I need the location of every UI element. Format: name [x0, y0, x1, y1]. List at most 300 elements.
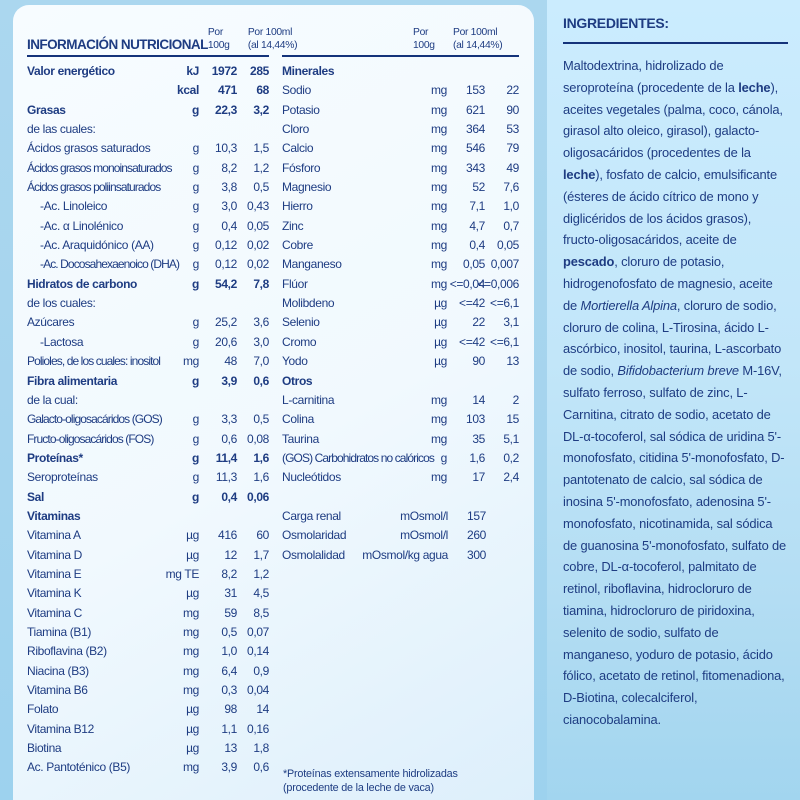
nutrient-unit-text: g — [192, 431, 199, 446]
value-per-100g — [199, 546, 237, 565]
value-per-100ml-text: 0,07 — [247, 624, 269, 639]
nutrient-unit-text: mg — [183, 605, 199, 620]
nutrient-row — [27, 217, 269, 236]
per-column-headers — [413, 27, 529, 52]
value-per-100g — [199, 352, 237, 371]
nutrient-unit-text: mg — [431, 276, 447, 291]
value-per-100g — [447, 391, 485, 410]
nutrient-unit-text: g — [440, 450, 447, 465]
value-per-100g-text: <=42 — [459, 296, 485, 311]
table-left-header — [27, 15, 298, 52]
nutrient-unit-text: mOsmol/kg agua — [362, 547, 448, 562]
nutrient-unit — [427, 352, 447, 371]
value-per-100ml — [485, 120, 519, 139]
value-per-100ml-text: 7,0 — [253, 354, 269, 369]
nutrient-unit-text: mOsmol/l — [400, 508, 448, 523]
nutrient-label: Hidratos de carbono — [27, 276, 138, 291]
nutrient-unit-text: mg — [431, 392, 447, 407]
nutrient-row — [27, 720, 269, 739]
value-per-100ml — [237, 720, 269, 739]
nutrient-unit — [427, 391, 447, 410]
value-per-100ml — [237, 546, 269, 565]
value-per-100ml-text: 0,9 — [253, 663, 269, 678]
value-per-100ml-text: 1,0 — [503, 199, 519, 214]
nutrient-row — [282, 236, 519, 255]
ingredient-segment: leche — [563, 166, 596, 182]
nutrient-unit — [167, 62, 199, 81]
nutrient-label: Vitamina B12 — [27, 721, 94, 736]
nutrient-label: de los cuales: — [27, 296, 96, 311]
nutrient-row — [27, 681, 269, 700]
nutrient-unit — [427, 410, 447, 429]
nutrient-unit — [167, 372, 199, 391]
header-rule — [282, 55, 519, 57]
value-per-100g-text: 343 — [466, 160, 485, 175]
nutrient-label: Selenio — [282, 315, 320, 330]
nutrient-label: Osmolalidad — [282, 547, 345, 562]
value-per-100g-text: 11,4 — [215, 450, 237, 465]
nutrient-label: Grasas — [27, 102, 66, 117]
value-per-100g — [199, 604, 237, 623]
value-per-100g-text: 4,7 — [469, 218, 485, 233]
nutrient-label: de las cuales: — [27, 122, 96, 137]
nutrient-unit-text: mOsmol/l — [400, 528, 448, 543]
value-per-100ml-text: 0,7 — [503, 218, 519, 233]
nutrient-row — [282, 333, 519, 352]
value-per-100ml — [237, 255, 269, 274]
nutrient-row — [27, 584, 269, 603]
value-per-100g — [447, 81, 485, 100]
value-per-100g-text: 0,12 — [215, 238, 237, 253]
value-per-100g-text: 14 — [472, 392, 485, 407]
nutrient-row — [27, 236, 269, 255]
nutrient-unit — [167, 333, 199, 352]
nutrient-unit — [167, 217, 199, 236]
value-per-100g — [447, 217, 485, 236]
middle-rows — [282, 62, 519, 565]
nutrient-unit-text: kJ — [186, 64, 199, 78]
value-per-100ml — [237, 526, 269, 545]
nutrient-label: Osmolaridad — [282, 528, 347, 543]
nutrient-unit — [167, 275, 199, 294]
nutrient-label: Magnesio — [282, 180, 332, 195]
section-header-row — [282, 62, 519, 81]
nutrient-label: Cobre — [282, 238, 313, 253]
value-per-100ml-text: <=6,1 — [490, 334, 519, 349]
nutrient-row — [27, 449, 269, 468]
value-per-100ml-text: 1,5 — [253, 141, 269, 156]
value-per-100ml-text: 3,6 — [253, 315, 269, 330]
nutrient-row — [27, 546, 269, 565]
value-per-100g-text: 3,9 — [221, 760, 237, 775]
value-per-100g — [199, 159, 237, 178]
nutrient-row — [282, 217, 519, 236]
value-per-100ml-text: 0,5 — [253, 180, 269, 195]
value-per-100g — [447, 410, 485, 429]
nutrient-label: Azúcares — [27, 315, 75, 330]
value-per-100g — [199, 197, 237, 216]
nutrient-unit — [427, 430, 447, 449]
nutrient-unit — [427, 333, 447, 352]
value-per-100ml-text: 53 — [506, 122, 519, 137]
nutrient-unit-text: mg — [431, 470, 447, 485]
nutrient-unit-text: g — [192, 257, 199, 272]
value-per-100ml — [237, 410, 269, 429]
value-per-100g-text: 103 — [466, 412, 485, 427]
ingredient-segment: Maltodextrina, hidrolizado de seroproteína (procedente de la — [563, 58, 739, 95]
nutrient-unit-text: mg — [431, 218, 447, 233]
value-per-100g — [447, 430, 485, 449]
nutrient-unit — [167, 758, 199, 777]
nutrient-unit — [427, 139, 447, 158]
per-100g-line1: Por — [413, 27, 429, 38]
nutrient-unit — [167, 662, 199, 681]
nutrient-row — [282, 294, 519, 313]
value-per-100ml-text: 1,2 — [253, 566, 269, 581]
value-per-100g — [447, 468, 485, 487]
nutrient-row — [282, 449, 519, 468]
value-per-100ml — [485, 294, 519, 313]
ingredient-segment: Mortierella Alpina — [580, 297, 677, 313]
nutrient-label: -Lactosa — [40, 334, 84, 349]
value-per-100ml-text: 0,16 — [247, 721, 269, 736]
nutrient-row — [27, 62, 269, 81]
value-per-100g-text: 1,0 — [221, 644, 237, 659]
per-100g-line1: Por — [207, 27, 223, 38]
nutrient-unit — [167, 449, 199, 468]
nutrient-label: Ácidos grasos saturados — [27, 141, 151, 156]
nutrient-unit-text: mg — [431, 412, 447, 427]
value-per-100g — [199, 758, 237, 777]
nutrient-label: Fósforo — [282, 160, 321, 175]
value-per-100g — [447, 313, 485, 332]
per-100g-header — [413, 27, 453, 52]
nutrient-unit — [427, 101, 447, 120]
nutrient-unit — [167, 178, 199, 197]
nutrient-unit — [427, 449, 447, 468]
value-per-100ml — [485, 197, 519, 216]
value-per-100g-text: 3,3 — [221, 412, 237, 427]
value-per-100g-text: <=0,04 — [449, 276, 485, 291]
nutrient-unit — [167, 101, 199, 120]
nutrient-label: Fructo-oligosacáridos (FOS) — [27, 431, 154, 446]
nutrient-unit-text: mg TE — [165, 566, 199, 581]
nutrient-row — [27, 410, 269, 429]
value-per-100g — [447, 159, 485, 178]
nutrient-row — [282, 275, 519, 294]
nutrient-label: Flúor — [282, 276, 308, 291]
nutrient-label: Seroproteínas — [27, 470, 98, 485]
nutrient-label: Folato — [27, 702, 59, 717]
nutrient-label: Yodo — [282, 354, 308, 369]
nutrient-unit-text: g — [192, 218, 199, 233]
value-per-100ml-text: 90 — [506, 102, 519, 117]
value-per-100g — [199, 468, 237, 487]
nutrient-unit-text: mg — [431, 83, 447, 98]
value-per-100ml-text: 22 — [506, 83, 519, 98]
value-per-100g — [199, 410, 237, 429]
spacer-row — [282, 488, 519, 507]
value-per-100ml — [237, 681, 269, 700]
value-per-100ml — [477, 275, 519, 294]
value-per-100ml — [237, 584, 269, 603]
nutrient-unit-text: µg — [434, 354, 447, 369]
value-per-100g — [447, 178, 485, 197]
ingredient-segment: ), fosfato de calcio, emulsificante (ésteres de ácido cítrico de mono y diglicéridos de los ácidos grasos), fructo-oligosacáridos, aceite de — [563, 166, 777, 248]
nutrient-unit — [427, 178, 447, 197]
nutrient-label: L-carnitina — [282, 392, 335, 407]
value-per-100ml — [485, 217, 519, 236]
nutrient-unit — [167, 584, 199, 603]
nutrient-label: Galacto-oligosacáridos (GOS) — [27, 412, 162, 427]
value-per-100g-text: 3,9 — [221, 373, 237, 388]
value-per-100ml-text: 0,5 — [253, 412, 269, 427]
value-per-100g-text: 416 — [218, 528, 237, 543]
nutrient-row — [27, 294, 269, 313]
nutrient-row — [282, 546, 519, 565]
value-per-100ml — [237, 662, 269, 681]
value-per-100g — [447, 197, 485, 216]
nutrient-label: Proteínas* — [27, 450, 83, 465]
value-per-100ml-text: 0,05 — [247, 218, 269, 233]
nutrient-unit-text: g — [192, 160, 199, 175]
value-per-100ml-text: <=0,006 — [477, 276, 519, 291]
nutrient-unit — [427, 197, 447, 216]
value-per-100ml — [237, 623, 269, 642]
value-per-100g-text: 300 — [467, 547, 486, 562]
nutrient-unit — [167, 681, 199, 700]
nutrient-row — [27, 352, 269, 371]
nutrient-row — [27, 526, 269, 545]
value-per-100g — [199, 81, 237, 100]
value-per-100g-text: 11,3 — [215, 470, 237, 485]
nutrient-unit — [400, 507, 448, 526]
value-per-100ml — [485, 333, 519, 352]
nutrient-row — [282, 526, 519, 545]
value-per-100ml — [485, 468, 519, 487]
value-per-100g — [199, 662, 237, 681]
nutrient-row — [27, 120, 269, 139]
nutrient-label: Potasio — [282, 102, 320, 117]
section-header-row — [282, 372, 519, 391]
nutrient-unit-text: mg — [183, 644, 199, 659]
nutrient-row — [27, 197, 269, 216]
value-per-100g-text: 31 — [224, 586, 237, 601]
nutrient-unit-text: g — [192, 470, 199, 485]
value-per-100g-text: 546 — [466, 141, 485, 156]
value-per-100g — [448, 507, 486, 526]
nutrient-unit — [167, 430, 199, 449]
value-per-100ml — [485, 178, 519, 197]
value-per-100ml-text: <=6,1 — [490, 296, 519, 311]
nutrient-unit-text: mg — [431, 257, 447, 272]
nutrient-label: Vitamina C — [27, 605, 82, 620]
nutrient-label: Vitamina K — [27, 586, 82, 601]
value-per-100g — [447, 352, 485, 371]
nutrient-unit-text: mg — [431, 180, 447, 195]
value-per-100g-text: 12 — [224, 547, 237, 562]
value-per-100ml-text: 15 — [506, 412, 519, 427]
value-per-100ml — [237, 159, 269, 178]
value-per-100g-text: 54,2 — [215, 276, 237, 291]
nutrient-row — [27, 159, 269, 178]
value-per-100ml — [237, 488, 269, 507]
per-100ml-line1: Por 100ml — [453, 27, 498, 38]
value-per-100g-text: 621 — [466, 102, 485, 117]
nutrient-row — [27, 758, 269, 777]
value-per-100ml — [485, 352, 519, 371]
value-per-100ml-text: 7,8 — [253, 276, 269, 291]
value-per-100g-text: 13 — [224, 741, 237, 756]
value-per-100ml — [237, 604, 269, 623]
value-per-100ml — [237, 700, 269, 719]
nutrient-row — [282, 507, 519, 526]
nutrient-unit-text: mg — [183, 354, 199, 369]
nutrient-unit-text: µg — [186, 721, 199, 736]
value-per-100ml — [237, 758, 269, 777]
nutrient-unit — [427, 236, 447, 255]
value-per-100ml — [485, 159, 519, 178]
nutrient-row — [282, 120, 519, 139]
value-per-100ml — [237, 739, 269, 758]
nutrient-row — [27, 604, 269, 623]
ingredients-divider — [563, 42, 788, 44]
nutrient-unit-text: µg — [186, 528, 199, 543]
value-per-100g-text: 0,12 — [215, 257, 237, 272]
value-per-100g-text: 3,8 — [221, 180, 237, 195]
nutrient-label: Molibdeno — [282, 296, 335, 311]
value-per-100ml-text: 0,2 — [503, 450, 519, 465]
value-per-100ml — [237, 430, 269, 449]
nutrient-unit — [167, 604, 199, 623]
value-per-100g — [448, 526, 486, 545]
value-per-100g-text: 157 — [467, 508, 486, 523]
value-per-100ml-text: 0,02 — [247, 238, 269, 253]
nutrient-unit-text: g — [192, 199, 199, 214]
nutrient-unit — [427, 217, 447, 236]
nutrient-row — [282, 410, 519, 429]
nutrient-label: Fibra alimentaria — [27, 373, 118, 388]
nutrient-unit-text: g — [192, 373, 199, 388]
nutrient-label: Sal — [27, 489, 44, 504]
nutrient-unit — [427, 468, 447, 487]
nutrient-row — [282, 352, 519, 371]
nutrient-unit — [167, 159, 199, 178]
value-per-100ml-text: 1,2 — [253, 160, 269, 175]
nutrient-unit-text: kcal — [177, 83, 199, 98]
nutrient-label: Colina — [282, 412, 314, 427]
nutrition-card — [13, 5, 534, 800]
value-per-100g — [199, 333, 237, 352]
nutrient-label: Manganeso — [282, 257, 342, 272]
ingredient-segment: M-16V, sulfato ferroso, sulfato de zinc, L-Carnitina, citrato de sodio, acetato de DL-α-tocoferol, sal sódica de uridina 5'-monofosfato, citidina 5'-monofosfato, D-pantotenato de calcio, sal sódica de inosina 5'-monofosfato, adenosina 5'-monofosfato, nicotinamida, sal sódica de guanosina 5'-monofosfato, sulfato de cobre, DL-α-tocoferol, palmitato de retinol, riboflavina, hidrocloruro de tiamina, hidrocloruro de piridoxina, selenito de sodio, sulfato de manganeso, yoduro de potasio, ácido fólico, acetato de retinol, fitomenadiona, D-Biotina, colecalciferol, cianocobalamina. — [563, 363, 787, 727]
value-per-100g-text: 17 — [472, 470, 485, 485]
value-per-100g-text: 98 — [224, 702, 237, 717]
value-per-100ml-text: 1,6 — [253, 470, 269, 485]
ingredients-title: INGREDIENTES: — [563, 15, 669, 31]
value-per-100ml-text: 79 — [506, 141, 519, 156]
nutrient-unit — [427, 294, 447, 313]
nutrient-unit — [427, 120, 447, 139]
nutrient-unit-text: mg — [183, 663, 199, 678]
nutrient-row — [27, 391, 269, 410]
value-per-100g-text: 7,1 — [469, 199, 485, 214]
value-per-100g — [447, 333, 485, 352]
nutrient-unit-text: g — [192, 102, 199, 117]
nutrient-row — [27, 101, 269, 120]
nutrient-row — [27, 313, 269, 332]
value-per-100ml — [237, 81, 269, 100]
value-per-100ml-text: 3,0 — [253, 334, 269, 349]
per-100ml-line2: (al 14,44%) — [247, 39, 298, 51]
value-per-100ml — [237, 352, 269, 371]
nutrient-unit — [167, 468, 199, 487]
value-per-100g — [199, 488, 237, 507]
value-per-100ml — [237, 139, 269, 158]
value-per-100ml-text: 0,08 — [247, 431, 269, 446]
ingredients-text — [563, 55, 788, 731]
value-per-100g — [199, 101, 237, 120]
value-per-100g — [199, 700, 237, 719]
ingredients-panel — [547, 0, 800, 800]
value-per-100ml — [237, 101, 269, 120]
value-per-100ml — [237, 178, 269, 197]
nutrient-label: Tiamina (B1) — [27, 624, 92, 639]
value-per-100g — [448, 546, 486, 565]
value-per-100g-text: 20,6 — [215, 334, 237, 349]
nutrient-label: Cromo — [282, 334, 317, 349]
nutrient-label: Vitamina A — [27, 528, 81, 543]
value-per-100g-text: 0,6 — [221, 431, 237, 446]
value-per-100ml — [485, 236, 519, 255]
value-per-100g-text: 48 — [224, 354, 237, 369]
value-per-100ml — [237, 468, 269, 487]
value-per-100ml-text: 60 — [256, 528, 269, 543]
nutrient-unit-text: µg — [186, 547, 199, 562]
nutrient-unit — [427, 255, 447, 274]
nutrient-row — [27, 81, 269, 100]
value-per-100g-text: 10,3 — [215, 141, 237, 156]
nutrient-unit — [167, 565, 199, 584]
ingredient-segment: , cloruro de sodio, cloruro de colina, L-Tirosina, ácido L-ascórbico, inositol, taurina, L-ascorbato de sodio, — [563, 297, 782, 379]
per-100g-line2: 100g — [207, 39, 230, 51]
nutrient-row — [27, 430, 269, 449]
nutrient-row — [282, 468, 519, 487]
value-per-100g-text: 1972 — [211, 64, 237, 78]
nutrient-unit-text: mg — [431, 122, 447, 137]
value-per-100ml-text: 0,05 — [497, 238, 519, 253]
nutrient-unit — [167, 352, 199, 371]
nutrient-row — [282, 101, 519, 120]
value-per-100ml-text: 1,6 — [253, 450, 269, 465]
nutrient-row — [27, 739, 269, 758]
value-per-100g-text: 25,2 — [215, 315, 237, 330]
ingredient-segment: Bifidobacterium breve — [617, 363, 739, 379]
ingredient-segment: ), aceites vegetales (palma, coco, cánola, girasol alto oleico, girasol), galacto-oligosacáridos (procedentes de la — [563, 79, 783, 161]
nutrient-label: Ácidos grasos poliinsaturados — [27, 180, 161, 195]
value-per-100g-text: 52 — [472, 180, 485, 195]
value-per-100ml-text: 1,8 — [253, 741, 269, 756]
value-per-100g — [447, 255, 485, 274]
per-100ml-header — [453, 27, 529, 52]
value-per-100ml-text: 0,6 — [253, 373, 269, 388]
value-per-100ml — [237, 449, 269, 468]
nutrient-label: Nucleótidos — [282, 470, 341, 485]
value-per-100ml — [237, 62, 269, 81]
value-per-100g-text: 0,4 — [221, 489, 237, 504]
nutrient-row — [27, 700, 269, 719]
nutrient-row — [282, 313, 519, 332]
